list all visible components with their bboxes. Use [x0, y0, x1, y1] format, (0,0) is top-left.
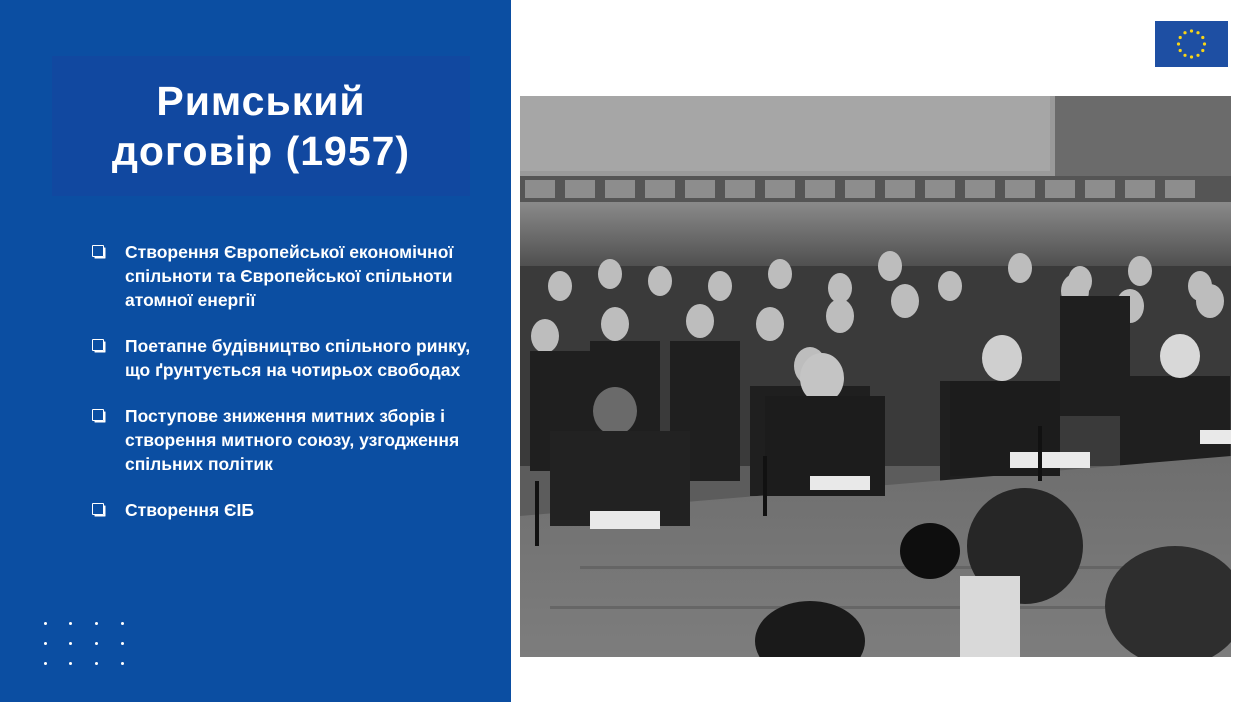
bullet-item	[92, 334, 492, 382]
checkbox-bullet-icon	[92, 245, 104, 257]
checkbox-bullet-icon	[92, 409, 104, 421]
bullet-text: Створення Європейської економічної спільноти та Європейської спільноти атомної енергії	[125, 242, 454, 310]
dot	[121, 622, 124, 625]
title-box	[52, 56, 470, 196]
dot	[69, 662, 72, 665]
bullet-text: Поетапне будівництво спільного ринку, що ґрунтується на чотирьох свободах	[125, 336, 471, 380]
dot	[69, 622, 72, 625]
dot	[69, 642, 72, 645]
dot	[44, 622, 47, 625]
checkbox-bullet-icon	[92, 503, 104, 515]
bullet-text: Поступове зниження митних зборів і створення митного союзу, узгодження спільних політик	[125, 406, 460, 474]
bullet-item	[92, 240, 492, 312]
treaty-signing-photo	[520, 96, 1231, 657]
photo-illustration	[520, 96, 1231, 657]
dot	[121, 662, 124, 665]
dot	[44, 662, 47, 665]
left-panel	[0, 0, 511, 702]
bullet-text: Створення ЄІБ	[125, 500, 254, 520]
checkbox-bullet-icon	[92, 339, 104, 351]
dot	[44, 642, 47, 645]
dot	[95, 642, 98, 645]
dot	[95, 622, 98, 625]
bullet-item	[92, 404, 492, 476]
eu-flag-stars	[1155, 21, 1228, 67]
dot	[95, 662, 98, 665]
decorative-dots	[44, 622, 134, 672]
slide-title: Римський договір (1957)	[111, 78, 411, 174]
dot	[121, 642, 124, 645]
bullet-list	[92, 240, 492, 544]
bullet-item	[92, 498, 492, 522]
eu-flag-icon	[1155, 21, 1228, 67]
